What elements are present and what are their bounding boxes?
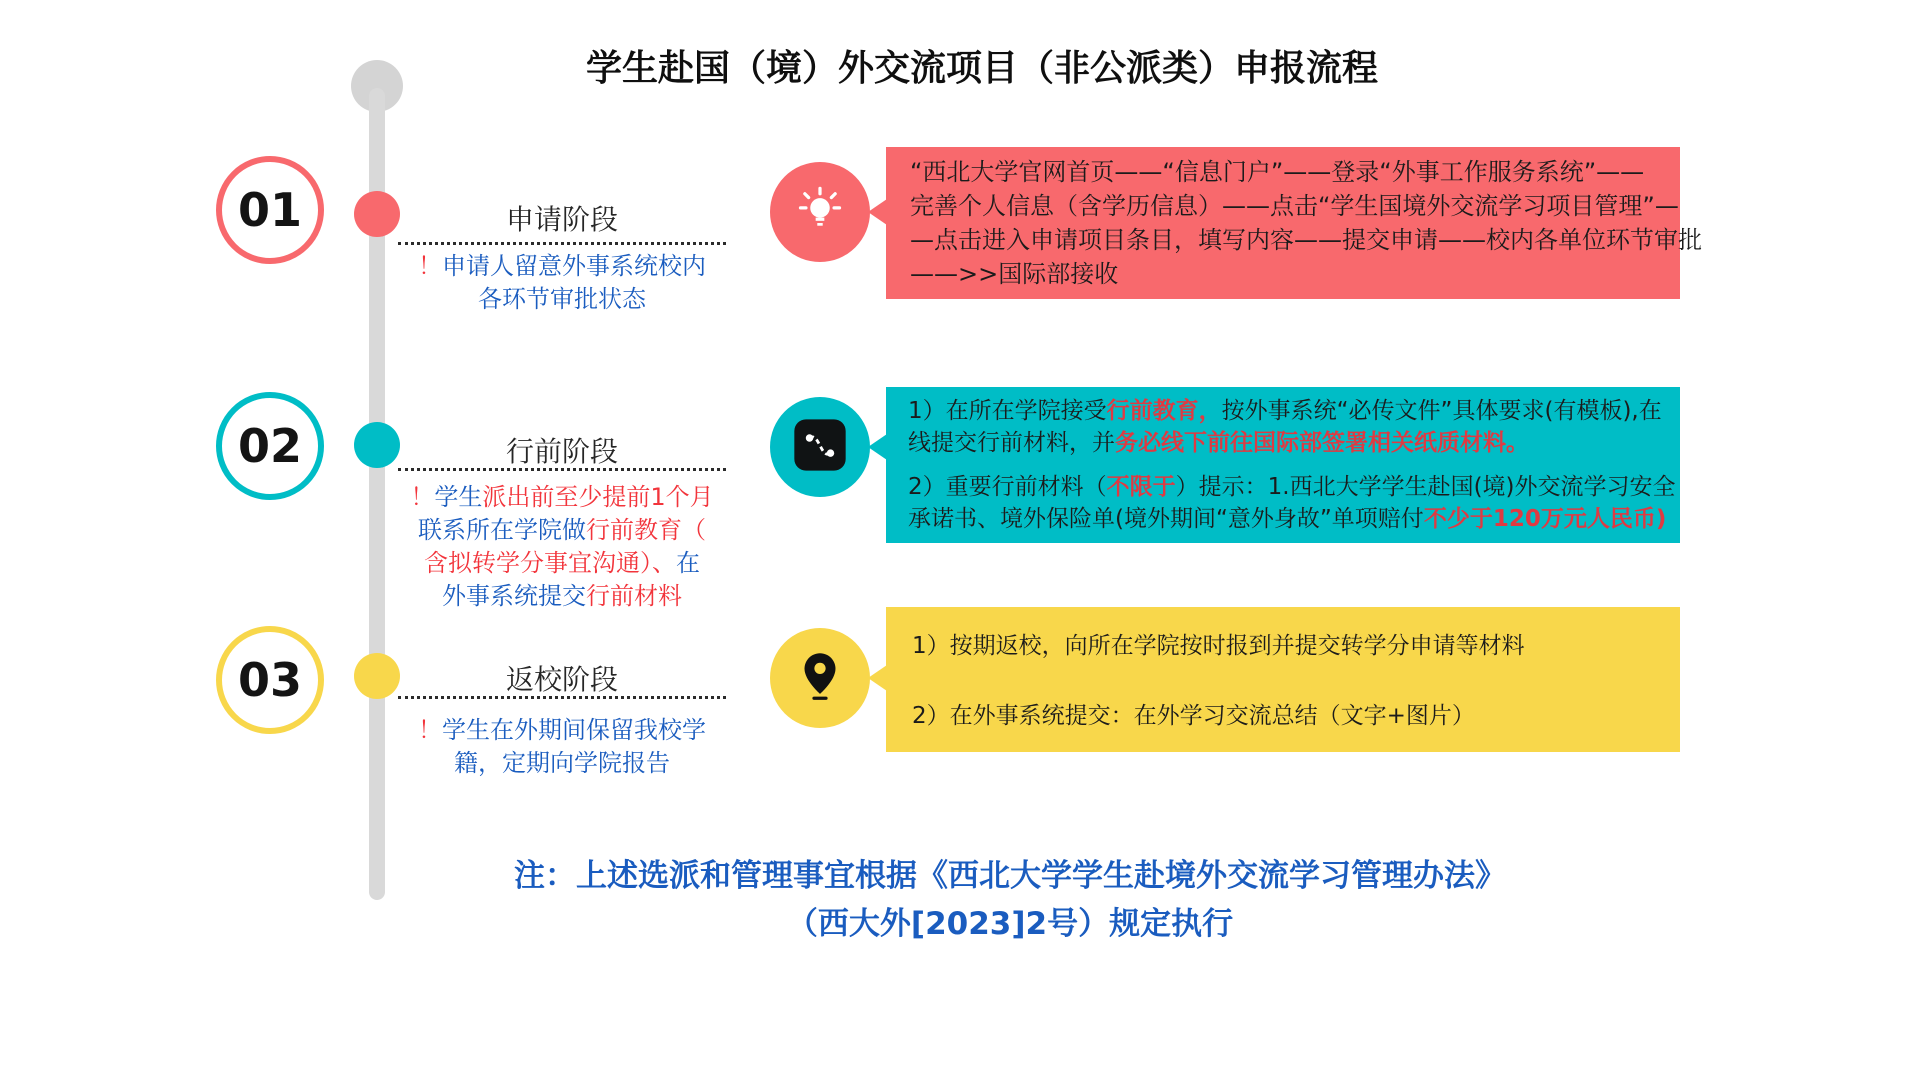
detail-line [910, 223, 1702, 257]
detail-segment: 行前教育， [1106, 398, 1222, 424]
footer-line-1: 注：上述选派和管理事宜根据《西北大学学生赴境外交流学习管理办法》 [514, 858, 1506, 894]
note-segment: 外事系统提交 [442, 582, 586, 610]
detail-segment: 2）重要行前材料（ [908, 474, 1107, 500]
stage-1-timeline-dot [354, 191, 400, 237]
exclamation-mark: ！ [418, 252, 442, 280]
note-segment: 行前材料 [586, 582, 682, 610]
stage-2-number: 02 [237, 419, 302, 473]
note-segment: 申请人留意外事系统校内 [442, 252, 706, 280]
detail-segment: ）提示：1.西北大学学生赴国(境)外交流学习安全 [1175, 474, 1676, 500]
stage-3-icon-badge [770, 628, 870, 728]
detail-segment: 不少于120万元人民币) [1423, 506, 1667, 532]
detail-segment: 按外事系统“必传文件”具体要求(有模板),在 [1221, 398, 1662, 424]
stage-1-number: 01 [237, 183, 302, 237]
detail-line [908, 395, 1662, 427]
stage-3-number: 03 [237, 653, 302, 707]
stage-2-divider [398, 468, 726, 471]
stage-2-note [383, 481, 741, 613]
note-line [383, 747, 741, 780]
note-segment: 派出前至少提前1个月 [482, 483, 714, 511]
note-line [383, 514, 741, 547]
detail-line [912, 632, 1654, 660]
stage-1-icon-badge [770, 162, 870, 262]
detail-segment: 不限于 [1106, 474, 1176, 500]
detail-line [908, 471, 1676, 503]
note-segment: 联系所在学院做 [418, 516, 586, 544]
footer-line-2: （西大外[2023]2号）规定执行 [786, 906, 1234, 942]
stage-1-divider [398, 242, 726, 245]
stage-3-timeline-dot [354, 653, 400, 699]
stage-1-number-badge [216, 156, 324, 264]
stage-1-label: 申请阶段 [505, 203, 618, 236]
footer-note [210, 852, 1810, 948]
note-segment: 行前教育（ [586, 516, 706, 544]
detail-segment: 完善个人信息（含学历信息）——点击“学生国境外交流学习项目管理”— [910, 192, 1679, 220]
detail-line [912, 702, 1654, 730]
note-line [383, 481, 741, 514]
note-line [383, 250, 741, 283]
note-line [383, 283, 741, 316]
note-line [383, 580, 741, 613]
exclamation-mark: ！ [418, 716, 442, 744]
detail-segment: —点击进入申请项目条目，填写内容——提交申请——校内各单位环节审批 [910, 226, 1702, 254]
exclamation-mark: ！ [410, 483, 435, 511]
note-line [383, 714, 741, 747]
detail-segment: 1）按期返校，向所在学院按时报到并提交转学分申请等材料 [912, 633, 1525, 659]
stage-3-note [383, 714, 741, 780]
route-icon [792, 417, 848, 477]
detail-line [908, 427, 1658, 459]
lightbulb-icon [794, 184, 846, 240]
detail-line [910, 257, 1656, 291]
stage-2-label: 行前阶段 [505, 435, 618, 468]
detail-line [910, 155, 1656, 189]
detail-line [910, 189, 1679, 223]
note-segment: 籍，定期向学院报告 [454, 749, 670, 777]
stage-3-number-badge [216, 626, 324, 734]
note-segment: 学生在外期间保留我校学 [442, 716, 706, 744]
stage-2-icon-badge [770, 397, 870, 497]
location-pin-icon [794, 650, 846, 706]
note-line [383, 547, 741, 580]
stage-2-number-badge [216, 392, 324, 500]
detail-line [908, 503, 1667, 535]
detail-segment: 2）在外事系统提交：在外学习交流总结（文字+图片） [912, 703, 1475, 729]
detail-segment: 线提交行前材料，并 [908, 430, 1115, 456]
stage-1-note [383, 250, 741, 316]
note-segment: 在 [676, 549, 700, 577]
stage-2-detail-box [886, 387, 1680, 543]
detail-segment: 务必线下前往国际部签署相关纸质材料。 [1115, 430, 1529, 456]
stage-3-label: 返校阶段 [505, 663, 618, 696]
detail-segment: 1）在所在学院接受 [908, 398, 1107, 424]
page-title: 学生赴国（境）外交流项目（非公派类）申报流程 [585, 48, 1378, 89]
detail-segment: 承诺书、境外保险单(境外期间“意外身故”单项赔付 [908, 506, 1424, 532]
stage-3-detail-box [886, 607, 1680, 752]
note-segment: 学生 [434, 483, 483, 511]
stage-2-timeline-dot [354, 422, 400, 468]
detail-segment: ——>>国际部接收 [910, 260, 1119, 288]
detail-segment: “西北大学官网首页——“信息门户”——登录“外事工作服务系统”—— [910, 158, 1645, 186]
note-segment: 各环节审批状态 [478, 285, 646, 313]
stage-3-divider [398, 696, 726, 699]
stage-1-detail-box [886, 147, 1702, 299]
note-segment: 含拟转学分事宜沟通）、 [424, 549, 676, 577]
